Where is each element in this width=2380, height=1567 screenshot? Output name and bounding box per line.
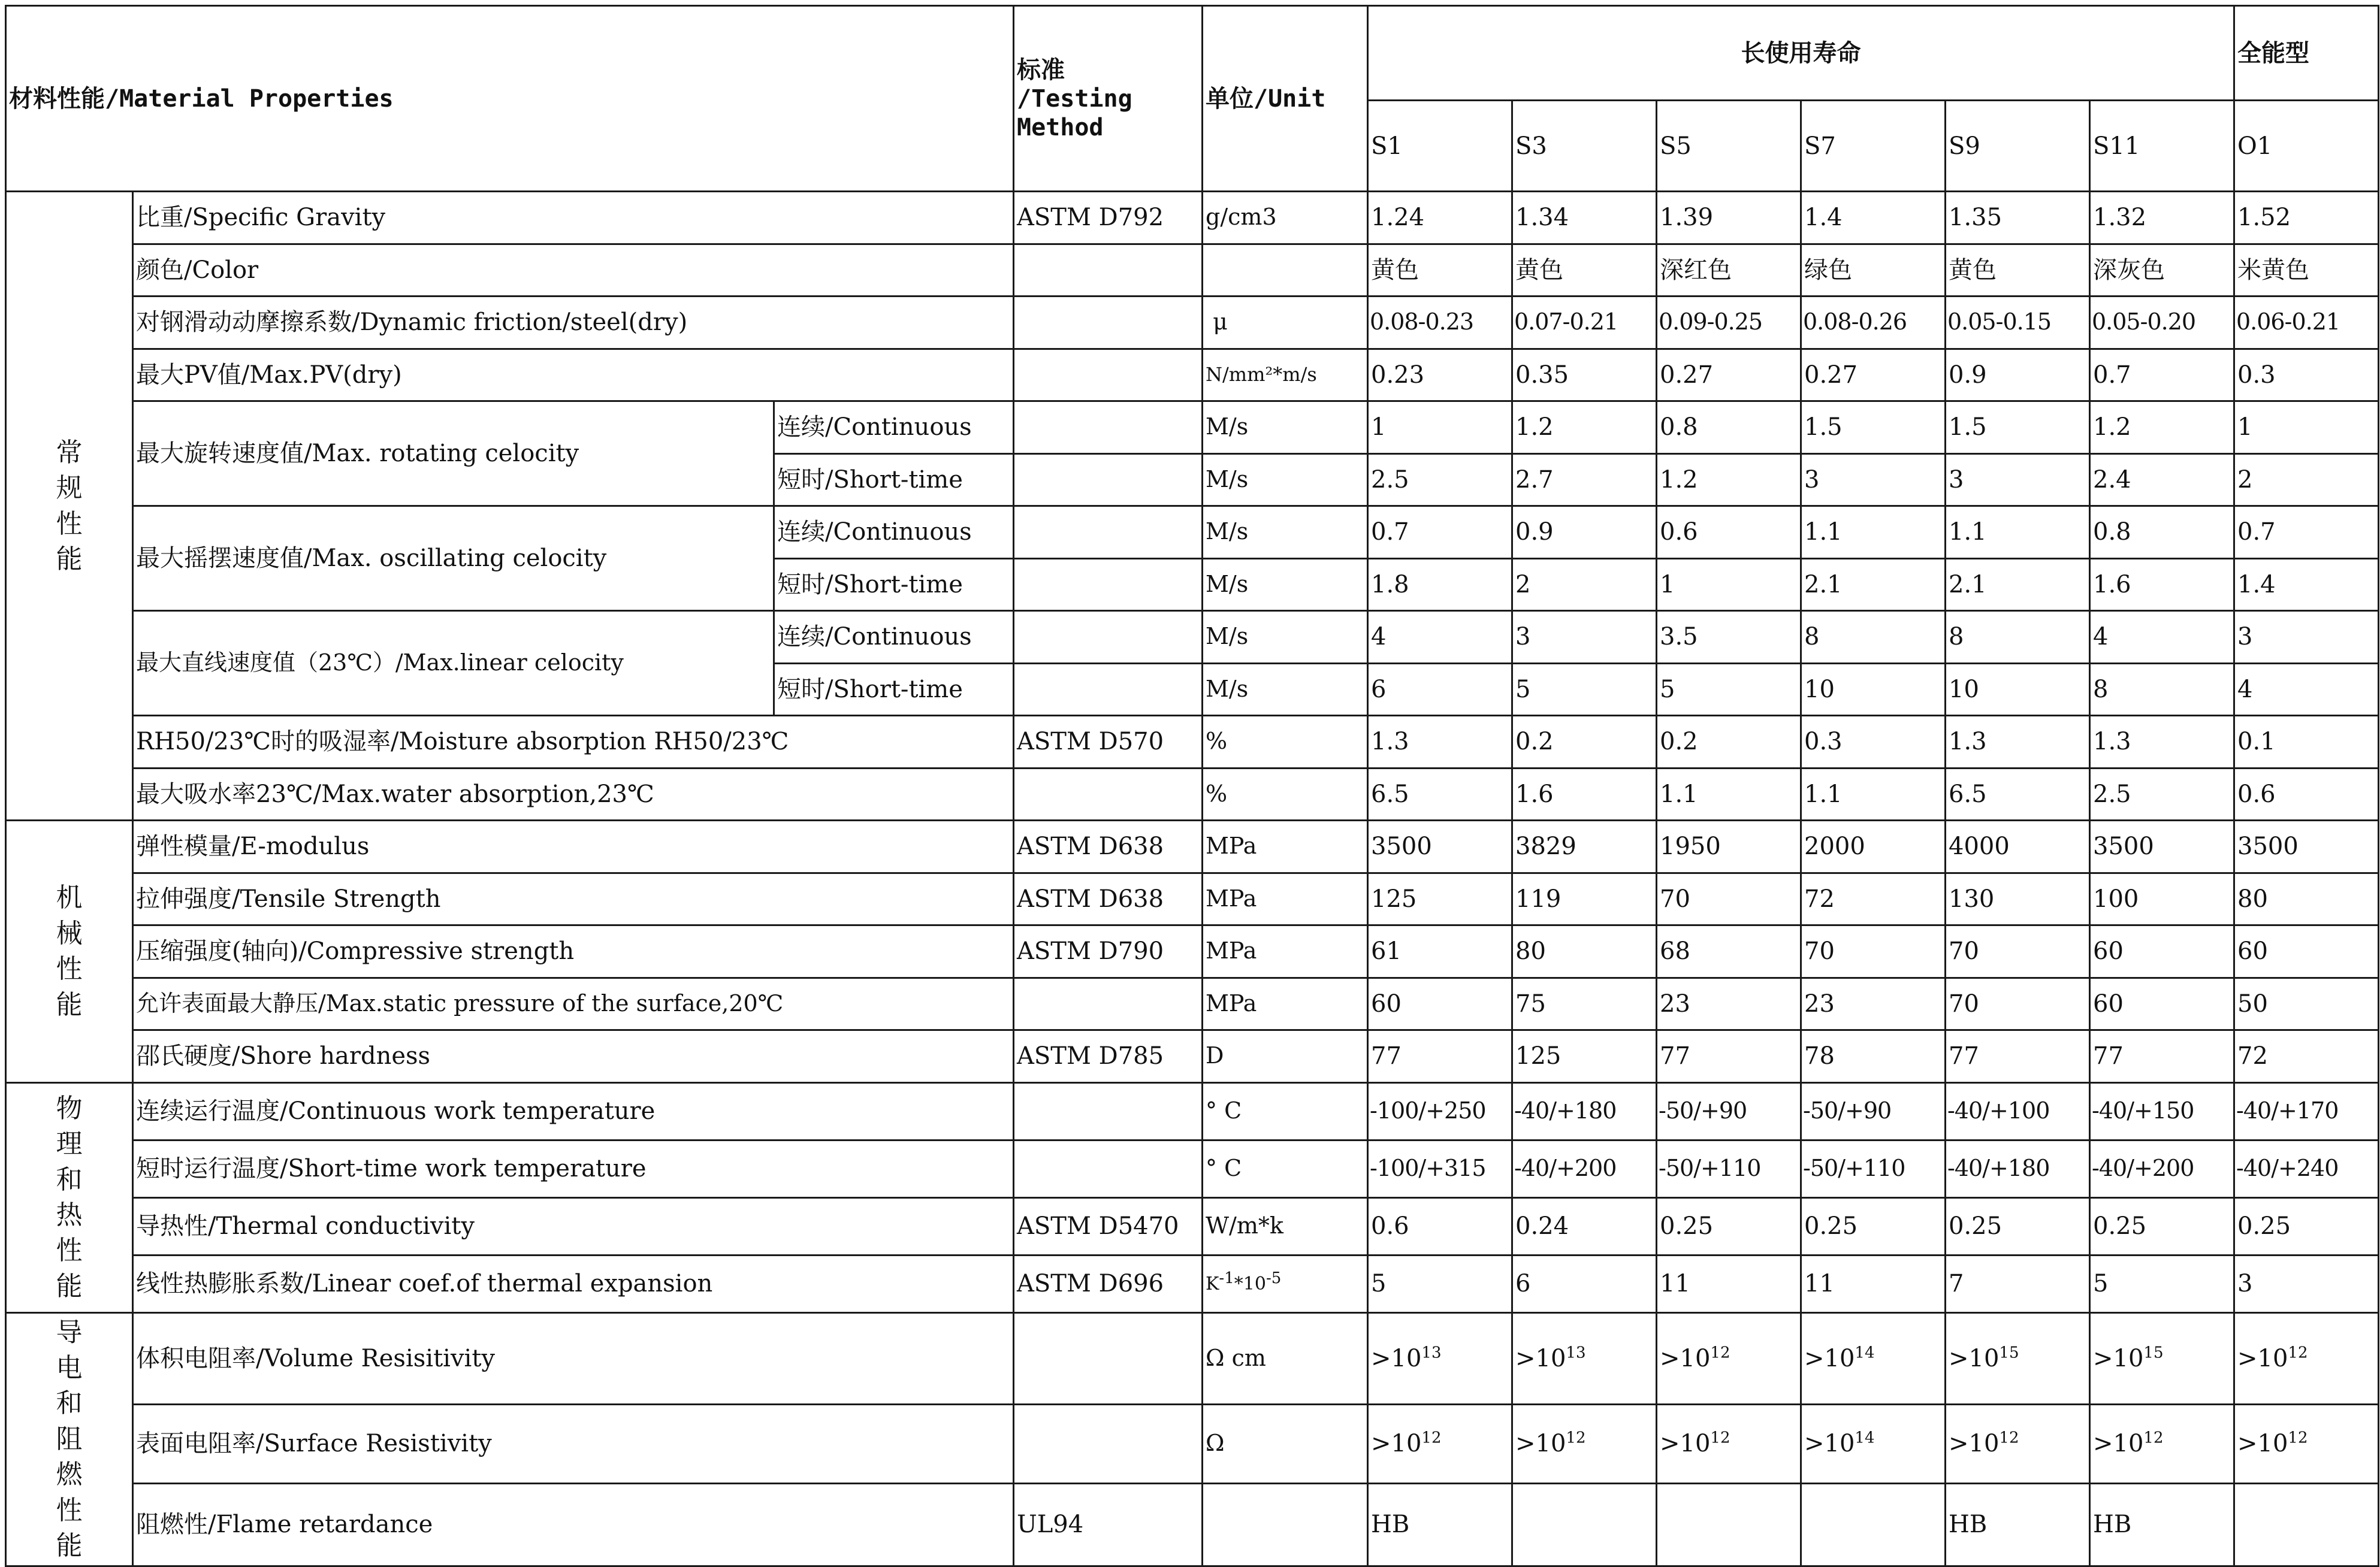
table-row <box>6 1312 2379 1404</box>
unit-cell <box>1203 1483 1368 1566</box>
property-label: 表面电阻率/Surface Resistivity <box>133 1404 1014 1483</box>
value-cell: 2.7 <box>1512 453 1657 506</box>
value-cell: 5 <box>1657 663 1801 716</box>
value-cell: 4 <box>2234 663 2379 716</box>
test-method <box>1014 768 1203 821</box>
value-cell: 77 <box>1657 1030 1801 1083</box>
property-label: 导热性/Thermal conductivity <box>133 1197 1014 1255</box>
property-label: 最大旋转速度值/Max. rotating celocity <box>133 401 774 506</box>
table-row <box>6 1030 2379 1083</box>
value-cell: 1.34 <box>1512 192 1657 244</box>
value-cell: -40/+180 <box>1512 1082 1657 1140</box>
value-cell: 10 <box>1801 663 1946 716</box>
value-cell: 50 <box>2234 978 2379 1030</box>
value-cell: 0.27 <box>1801 349 1946 401</box>
table-row <box>6 1404 2379 1483</box>
value-cell: $>10^{13}$ <box>1512 1312 1657 1404</box>
sub-label: 短时/Short-time <box>774 663 1014 716</box>
test-method <box>1014 349 1203 401</box>
category-physical-thermal: 物理和热性能 <box>6 1082 133 1312</box>
value-cell: 5 <box>1512 663 1657 716</box>
test-method: ASTM D638 <box>1014 873 1203 925</box>
test-method: ASTM D570 <box>1014 716 1203 769</box>
table-row <box>6 611 2379 664</box>
table-row <box>6 768 2379 821</box>
value-cell: 2.4 <box>2090 453 2234 506</box>
value-cell: 0.6 <box>1657 506 1801 559</box>
unit-cell: M/s <box>1203 401 1368 454</box>
value-cell: 80 <box>1512 925 1657 978</box>
value-cell: 0.2 <box>1512 716 1657 769</box>
property-label: 最大PV值/Max.PV(dry) <box>133 349 1014 401</box>
value-cell: -40/+150 <box>2090 1082 2234 1140</box>
value-cell: 0.7 <box>1368 506 1512 559</box>
value-cell: $>10^{12}$ <box>1657 1404 1801 1483</box>
value-cell: 77 <box>1946 1030 2090 1083</box>
value-cell: 0.7 <box>2090 349 2234 401</box>
test-method <box>1014 453 1203 506</box>
unit-cell: $K^{-1}*10^{-5}$ <box>1203 1255 1368 1312</box>
value-cell: HB <box>2090 1483 2234 1566</box>
value-cell: $>10^{15}$ <box>2090 1312 2234 1404</box>
grade-header: O1 <box>2234 101 2379 192</box>
property-label: 最大摇摆速度值/Max. oscillating celocity <box>133 506 774 611</box>
value-cell: 3829 <box>1512 821 1657 873</box>
value-cell: 68 <box>1657 925 1801 978</box>
test-method <box>1014 558 1203 611</box>
value-cell: 0.6 <box>1368 1197 1512 1255</box>
value-cell: 3 <box>2234 611 2379 664</box>
value-cell: 米黄色 <box>2234 244 2379 297</box>
value-cell: 0.3 <box>1801 716 1946 769</box>
value-cell: 1.6 <box>1512 768 1657 821</box>
value-cell: 75 <box>1512 978 1657 1030</box>
unit-header: 单位/Unit <box>1203 6 1368 192</box>
value-cell: 1.4 <box>2234 558 2379 611</box>
value-cell: 77 <box>2090 1030 2234 1083</box>
value-cell: -50/+90 <box>1801 1082 1946 1140</box>
value-cell: 深灰色 <box>2090 244 2234 297</box>
value-cell: 1.35 <box>1946 192 2090 244</box>
unit-cell: ° C <box>1203 1082 1368 1140</box>
value-cell: 3 <box>2234 1255 2379 1312</box>
value-cell: 黄色 <box>1512 244 1657 297</box>
value-cell: $>10^{15}$ <box>1946 1312 2090 1404</box>
table-row <box>6 1255 2379 1312</box>
unit-cell: N/mm²*m/s <box>1203 349 1368 401</box>
value-cell: 70 <box>1657 873 1801 925</box>
property-label: 压缩强度(轴向)/Compressive strength <box>133 925 1014 978</box>
unit-cell: M/s <box>1203 558 1368 611</box>
value-cell: -40/+100 <box>1946 1082 2090 1140</box>
value-cell: $>10^{12}$ <box>1657 1312 1801 1404</box>
property-label: 弹性模量/E-modulus <box>133 821 1014 873</box>
value-cell: 100 <box>2090 873 2234 925</box>
test-method: UL94 <box>1014 1483 1203 1566</box>
value-cell: 4 <box>1368 611 1512 664</box>
value-cell: 0.8 <box>1657 401 1801 454</box>
unit-cell: % <box>1203 768 1368 821</box>
value-cell: 1.3 <box>1368 716 1512 769</box>
unit-cell: ° C <box>1203 1140 1368 1197</box>
value-cell: 4 <box>2090 611 2234 664</box>
test-method <box>1014 297 1203 349</box>
value-cell: 7 <box>1946 1255 2090 1312</box>
value-cell <box>1657 1483 1801 1566</box>
table-row <box>6 1197 2379 1255</box>
long-life-group-header: 长使用寿命 <box>1368 6 2234 101</box>
unit-cell: D <box>1203 1030 1368 1083</box>
value-cell: 61 <box>1368 925 1512 978</box>
value-cell: 1.2 <box>2090 401 2234 454</box>
value-cell: 3 <box>1512 611 1657 664</box>
value-cell: 6.5 <box>1946 768 2090 821</box>
unit-cell: M/s <box>1203 506 1368 559</box>
unit-cell: Ω cm <box>1203 1312 1368 1404</box>
value-cell: 1.1 <box>1946 506 2090 559</box>
value-cell: HB <box>1946 1483 2090 1566</box>
value-cell: 1.3 <box>2090 716 2234 769</box>
test-method: ASTM D792 <box>1014 192 1203 244</box>
sub-label: 连续/Continuous <box>774 506 1014 559</box>
table-row <box>6 925 2379 978</box>
value-cell: 黄色 <box>1368 244 1512 297</box>
test-method: ASTM D638 <box>1014 821 1203 873</box>
test-method <box>1014 1082 1203 1140</box>
value-cell <box>2234 1483 2379 1566</box>
value-cell: 1.32 <box>2090 192 2234 244</box>
value-cell: 8 <box>1946 611 2090 664</box>
test-method: ASTM D790 <box>1014 925 1203 978</box>
value-cell: 0.35 <box>1512 349 1657 401</box>
test-method <box>1014 1312 1203 1404</box>
value-cell: HB <box>1368 1483 1512 1566</box>
value-cell: -50/+110 <box>1657 1140 1801 1197</box>
value-cell: $>10^{14}$ <box>1801 1312 1946 1404</box>
value-cell: 2 <box>2234 453 2379 506</box>
value-cell: -40/+200 <box>2090 1140 2234 1197</box>
value-cell: 1 <box>2234 401 2379 454</box>
value-cell: 0.6 <box>2234 768 2379 821</box>
value-cell: 黄色 <box>1946 244 2090 297</box>
value-cell: 0.3 <box>2234 349 2379 401</box>
value-cell: 0.05-0.20 <box>2090 297 2234 349</box>
test-method: ASTM D5470 <box>1014 1197 1203 1255</box>
value-cell: 125 <box>1512 1030 1657 1083</box>
value-cell: -50/+110 <box>1801 1140 1946 1197</box>
table-row <box>6 1082 2379 1140</box>
table-row <box>6 1140 2379 1197</box>
value-cell <box>1801 1483 1946 1566</box>
value-cell: 2.1 <box>1946 558 2090 611</box>
table-row <box>6 506 2379 559</box>
value-cell: 4000 <box>1946 821 2090 873</box>
all-round-group-header: 全能型 <box>2234 6 2379 101</box>
value-cell: 11 <box>1657 1255 1801 1312</box>
value-cell: 2.5 <box>1368 453 1512 506</box>
value-cell: 2000 <box>1801 821 1946 873</box>
value-cell: 深红色 <box>1657 244 1801 297</box>
test-method <box>1014 506 1203 559</box>
value-cell: -40/+170 <box>2234 1082 2379 1140</box>
value-cell: 0.7 <box>2234 506 2379 559</box>
category-electrical-flame: 导电和阻燃性能 <box>6 1312 133 1566</box>
sub-label: 短时/Short-time <box>774 558 1014 611</box>
value-cell: 0.05-0.15 <box>1946 297 2090 349</box>
test-method: ASTM D785 <box>1014 1030 1203 1083</box>
header-row <box>6 6 2379 101</box>
unit-cell: MPa <box>1203 978 1368 1030</box>
property-label: RH50/23℃时的吸湿率/Moisture absorption RH50/23℃ <box>133 716 1014 769</box>
value-cell: 70 <box>1946 925 2090 978</box>
value-cell: 125 <box>1368 873 1512 925</box>
grade-header: S5 <box>1657 101 1801 192</box>
value-cell: 1.52 <box>2234 192 2379 244</box>
value-cell: $>10^{12}$ <box>1512 1404 1657 1483</box>
value-cell: 0.25 <box>2090 1197 2234 1255</box>
value-cell: -40/+200 <box>1512 1140 1657 1197</box>
value-cell: 11 <box>1801 1255 1946 1312</box>
value-cell: $>10^{12}$ <box>1946 1404 2090 1483</box>
property-label: 最大直线速度值（23℃）/Max.linear celocity <box>133 611 774 716</box>
value-cell: $>10^{12}$ <box>2090 1404 2234 1483</box>
value-cell: 60 <box>1368 978 1512 1030</box>
property-label: 连续运行温度/Continuous work temperature <box>133 1082 1014 1140</box>
sub-label: 连续/Continuous <box>774 401 1014 454</box>
value-cell: 5 <box>2090 1255 2234 1312</box>
grade-header: S9 <box>1946 101 2090 192</box>
value-cell: 60 <box>2090 925 2234 978</box>
standard-header: 标准 /Testing Method <box>1014 6 1203 192</box>
value-cell: 1.24 <box>1368 192 1512 244</box>
unit-cell: M/s <box>1203 453 1368 506</box>
value-cell: -50/+90 <box>1657 1082 1801 1140</box>
value-cell: 6.5 <box>1368 768 1512 821</box>
value-cell: 2.1 <box>1801 558 1946 611</box>
unit-cell: M/s <box>1203 611 1368 664</box>
value-cell: 3 <box>1946 453 2090 506</box>
value-cell: 10 <box>1946 663 2090 716</box>
test-method <box>1014 244 1203 297</box>
property-label: 允许表面最大静压/Max.static pressure of the surface,20℃ <box>133 978 1014 1030</box>
sub-label: 连续/Continuous <box>774 611 1014 664</box>
property-label: 邵氏硬度/Shore hardness <box>133 1030 1014 1083</box>
table-row <box>6 349 2379 401</box>
value-cell: 0.25 <box>2234 1197 2379 1255</box>
value-cell: 1.2 <box>1657 453 1801 506</box>
value-cell: 1.1 <box>1801 506 1946 559</box>
value-cell: $>10^{13}$ <box>1368 1312 1512 1404</box>
value-cell: $>10^{12}$ <box>2234 1312 2379 1404</box>
value-cell: 6 <box>1368 663 1512 716</box>
value-cell: -40/+180 <box>1946 1140 2090 1197</box>
value-cell: 0.07-0.21 <box>1512 297 1657 349</box>
value-cell: 1.1 <box>1801 768 1946 821</box>
value-cell: 1.2 <box>1512 401 1657 454</box>
value-cell: 2.5 <box>2090 768 2234 821</box>
value-cell: 23 <box>1801 978 1946 1030</box>
unit-cell <box>1203 244 1368 297</box>
table-row <box>6 297 2379 349</box>
value-cell: 0.25 <box>1657 1197 1801 1255</box>
value-cell: 23 <box>1657 978 1801 1030</box>
value-cell: 0.25 <box>1946 1197 2090 1255</box>
table-row <box>6 244 2379 297</box>
property-label: 阻燃性/Flame retardance <box>133 1483 1014 1566</box>
value-cell: 0.8 <box>2090 506 2234 559</box>
value-cell: -100/+250 <box>1368 1082 1512 1140</box>
value-cell: 0.24 <box>1512 1197 1657 1255</box>
property-label: 颜色/Color <box>133 244 1014 297</box>
grade-header: S1 <box>1368 101 1512 192</box>
category-general: 常规性能 <box>6 192 133 821</box>
value-cell: 0.25 <box>1801 1197 1946 1255</box>
property-label: 线性热膨胀系数/Linear coef.of thermal expansion <box>133 1255 1014 1312</box>
value-cell: 6 <box>1512 1255 1657 1312</box>
value-cell: 1950 <box>1657 821 1801 873</box>
value-cell <box>1512 1483 1657 1566</box>
test-method <box>1014 663 1203 716</box>
value-cell: 70 <box>1946 978 2090 1030</box>
value-cell: 1.5 <box>1801 401 1946 454</box>
grade-header: S7 <box>1801 101 1946 192</box>
grade-header: S11 <box>2090 101 2234 192</box>
table-row <box>6 1483 2379 1566</box>
value-cell: 70 <box>1801 925 1946 978</box>
value-cell: 0.9 <box>1946 349 2090 401</box>
value-cell: 1.1 <box>1657 768 1801 821</box>
property-label: 短时运行温度/Short-time work temperature <box>133 1140 1014 1197</box>
table-row <box>6 192 2379 244</box>
value-cell: 5 <box>1368 1255 1512 1312</box>
property-label: 比重/Specific Gravity <box>133 192 1014 244</box>
value-cell: 80 <box>2234 873 2379 925</box>
value-cell: 0.08-0.23 <box>1368 297 1512 349</box>
unit-cell: M/s <box>1203 663 1368 716</box>
value-cell: 3500 <box>2090 821 2234 873</box>
unit-cell: μ <box>1203 297 1368 349</box>
value-cell: 72 <box>2234 1030 2379 1083</box>
unit-cell: MPa <box>1203 873 1368 925</box>
value-cell: 0.9 <box>1512 506 1657 559</box>
table-row <box>6 716 2379 769</box>
table-row <box>6 401 2379 454</box>
property-label: 拉伸强度/Tensile Strength <box>133 873 1014 925</box>
value-cell: 3500 <box>1368 821 1512 873</box>
value-cell: 1.3 <box>1946 716 2090 769</box>
value-cell: 1 <box>1368 401 1512 454</box>
value-cell: 2 <box>1512 558 1657 611</box>
value-cell: $>10^{12}$ <box>2234 1404 2379 1483</box>
value-cell: 60 <box>2090 978 2234 1030</box>
grade-header: S3 <box>1512 101 1657 192</box>
unit-cell: MPa <box>1203 925 1368 978</box>
value-cell: 60 <box>2234 925 2379 978</box>
value-cell: -100/+315 <box>1368 1140 1512 1197</box>
test-method <box>1014 1140 1203 1197</box>
material-properties-header: 材料性能/Material Properties <box>6 6 1014 192</box>
material-properties-table <box>5 5 2379 1567</box>
value-cell: 0.2 <box>1657 716 1801 769</box>
value-cell: 1 <box>1657 558 1801 611</box>
value-cell: 8 <box>1801 611 1946 664</box>
value-cell: 0.09-0.25 <box>1657 297 1801 349</box>
test-method <box>1014 401 1203 454</box>
table-row <box>6 873 2379 925</box>
property-label: 对钢滑动动摩擦系数/Dynamic friction/steel(dry) <box>133 297 1014 349</box>
unit-cell: W/m*k <box>1203 1197 1368 1255</box>
value-cell: -40/+240 <box>2234 1140 2379 1197</box>
value-cell: 0.08-0.26 <box>1801 297 1946 349</box>
value-cell: 3500 <box>2234 821 2379 873</box>
test-method <box>1014 611 1203 664</box>
value-cell: 1.39 <box>1657 192 1801 244</box>
unit-cell: % <box>1203 716 1368 769</box>
category-mechanical: 机械性能 <box>6 821 133 1083</box>
value-cell: 1.6 <box>2090 558 2234 611</box>
test-method <box>1014 978 1203 1030</box>
value-cell: 3 <box>1801 453 1946 506</box>
value-cell: 绿色 <box>1801 244 1946 297</box>
unit-cell: MPa <box>1203 821 1368 873</box>
value-cell: 72 <box>1801 873 1946 925</box>
test-method: ASTM D696 <box>1014 1255 1203 1312</box>
value-cell: $>10^{12}$ <box>1368 1404 1512 1483</box>
value-cell: 0.23 <box>1368 349 1512 401</box>
value-cell: 1.8 <box>1368 558 1512 611</box>
value-cell: $>10^{14}$ <box>1801 1404 1946 1483</box>
value-cell: 77 <box>1368 1030 1512 1083</box>
property-label: 最大吸水率23℃/Max.water absorption,23℃ <box>133 768 1014 821</box>
value-cell: 0.06-0.21 <box>2234 297 2379 349</box>
value-cell: 8 <box>2090 663 2234 716</box>
value-cell: 0.1 <box>2234 716 2379 769</box>
unit-cell: Ω <box>1203 1404 1368 1483</box>
value-cell: 0.27 <box>1657 349 1801 401</box>
test-method <box>1014 1404 1203 1483</box>
value-cell: 1.5 <box>1946 401 2090 454</box>
table-row <box>6 821 2379 873</box>
value-cell: 3.5 <box>1657 611 1801 664</box>
unit-cell: g/cm3 <box>1203 192 1368 244</box>
property-label: 体积电阻率/Volume Resisitivity <box>133 1312 1014 1404</box>
table-row <box>6 978 2379 1030</box>
sub-label: 短时/Short-time <box>774 453 1014 506</box>
value-cell: 78 <box>1801 1030 1946 1083</box>
value-cell: 130 <box>1946 873 2090 925</box>
value-cell: 119 <box>1512 873 1657 925</box>
value-cell: 1.4 <box>1801 192 1946 244</box>
